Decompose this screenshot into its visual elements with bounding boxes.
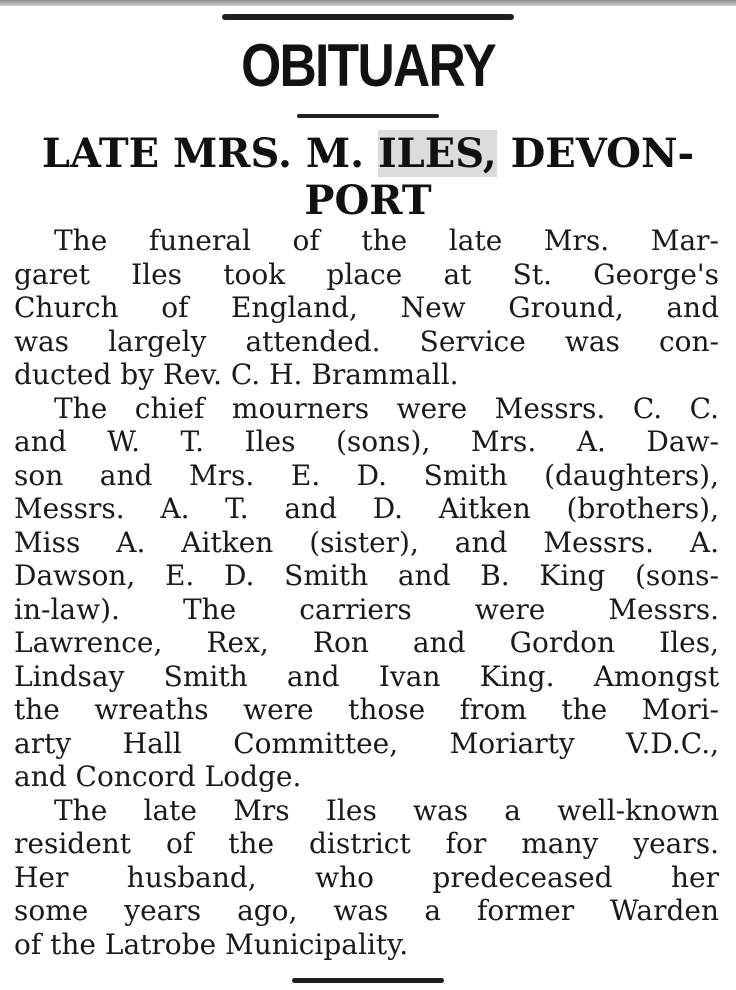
text-line: was largely attended. Service was con- — [14, 324, 719, 358]
text-line: The late Mrs Iles was a well-known — [54, 793, 719, 827]
clipped-text-edge — [0, 0, 736, 6]
article-headline — [8, 130, 728, 224]
text-line: ducted by Rev. C. H. Brammall. — [14, 358, 459, 391]
top-rule — [222, 14, 514, 20]
section-heading: OBITUARY — [241, 32, 495, 99]
heading-rule — [297, 114, 439, 118]
text-line: some years ago, was a former Warden — [14, 894, 719, 927]
text-line: the wreaths were those from the Mori- — [14, 693, 719, 726]
text-line: arty Hall Committee, Moriarty V.D.C., — [14, 726, 719, 760]
text-line: Lindsay Smith and Ivan King. Amongst — [14, 659, 719, 693]
text-line: resident of the district for many years. — [14, 827, 719, 860]
article-body — [14, 224, 719, 961]
text-line: Miss A. Aitken (sister), and Messrs. A. — [14, 525, 719, 559]
text-line: Church of England, New Ground, and — [14, 291, 719, 324]
text-line: son and Mrs. E. D. Smith (daughters), — [14, 458, 719, 492]
bottom-rule — [292, 978, 444, 983]
paragraph-3 — [14, 794, 719, 962]
text-line: Dawson, E. D. Smith and B. King (sons- — [14, 559, 719, 592]
paragraph-1 — [14, 224, 719, 392]
text-line: and Concord Lodge. — [14, 760, 302, 793]
text-line: The chief mourners were Messrs. C. C. — [54, 391, 719, 425]
headline-highlighted-name: ILES, — [377, 130, 497, 177]
text-line: Messrs. A. T. and D. Aitken (brothers), — [14, 492, 719, 525]
text-line: and W. T. Iles (sons), Mrs. A. Daw- — [14, 425, 719, 458]
text-line: The funeral of the late Mrs. Mar- — [54, 224, 719, 257]
text-line: Lawrence, Rex, Ron and Gordon Iles, — [14, 626, 719, 659]
text-line: garet Iles took place at St. George's — [14, 257, 719, 291]
text-line: Her husband, who predeceased her — [14, 860, 719, 894]
headline-text-start: LATE MRS. M. — [41, 130, 378, 177]
text-line: of the Latrobe Municipality. — [14, 927, 409, 961]
headline-text-end: DEVON- — [496, 130, 695, 177]
text-line: in-law). The carriers were Messrs. — [14, 592, 719, 626]
headline-second-line: PORT — [304, 177, 432, 224]
paragraph-2 — [14, 392, 719, 794]
